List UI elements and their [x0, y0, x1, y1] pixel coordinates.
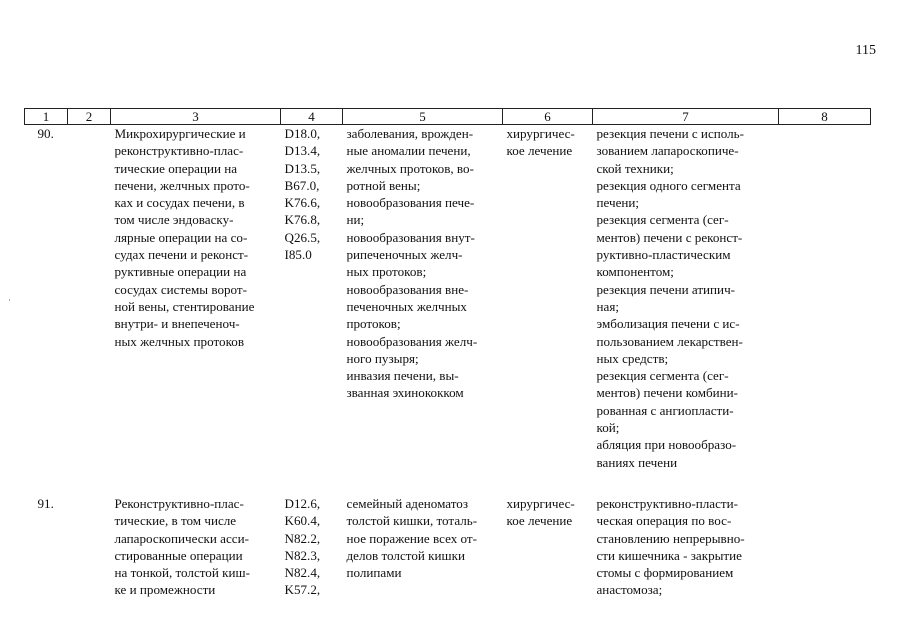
table-row [25, 125, 871, 471]
header-col-3: 3 [111, 109, 281, 125]
row-col-2 [68, 489, 111, 599]
page-number: 115 [855, 43, 876, 58]
header-col-6: 6 [503, 109, 593, 125]
row-spacer [25, 471, 871, 489]
header-col-2: 2 [68, 109, 111, 125]
treatment-method: резекция печени с исполь- зованием лапароскопиче- ской техники; резекция одного сегмента печени; резекция сегмента (сег- ментов) печени с реконст- руктивно-пластическим компонентом; резекция печени атипич- ная; эмболизация печени с ис- пользованием лекарствен- ных средств; резекция сегмента (сег- ментов) печени комбини- рованная с ангиопласти- кой; абляция при новообразо- ваниях печени [596, 126, 745, 470]
header-col-1: 1 [25, 109, 68, 125]
icd-codes: D18.0, D13.4, D13.5, B67.0, K76.6, K76.8, Q26.5, I85.0 [284, 126, 321, 263]
table-row [25, 489, 871, 599]
header-col-8: 8 [779, 109, 871, 125]
treatment-type: хирургичес- кое лечение [506, 126, 575, 159]
row-number: 90. [37, 126, 54, 141]
row-col-8 [779, 489, 871, 599]
treatment-method: реконструктивно-пласти- ческая операция по вос- становлению непрерывно- сти кишечника - закрытие стомы с формированием анастомоза; [596, 495, 745, 598]
diagnosis: семейный аденоматоз толстой кишки, тоталь- ное поражение всех от- делов толстой кишки полипами [346, 495, 478, 581]
row-number: 91. [37, 495, 54, 511]
intervention-name: Микрохирургические и реконструктивно-плас- тические операции на печени, желчных прото- ках и сосудах печени, в том числе эндоваску- лярные операции на со- судах печени и реконст- руктивные операции на сосудах системы ворот- ной вены, стентирование внутри- и внепеченоч- ных желчных протоков [114, 126, 255, 349]
treatment-type: хирургичес- кое лечение [506, 495, 575, 529]
table-header-row [25, 109, 871, 125]
medical-care-table [24, 108, 871, 599]
scan-artifact: · [8, 295, 11, 305]
header-col-5: 5 [343, 109, 503, 125]
diagnosis: заболевания, врожден- ные аномалии печени, желчных протоков, во- ротной вены; новообразования пече- ни; новообразования внут- рипеченочных желч- ных протоков; новообразования вне- печеночных желчных протоков; новообразования желч- ного пузыря; инвазия печени, вы- званная эхинококком [346, 126, 478, 401]
header-col-4: 4 [281, 109, 343, 125]
header-col-7: 7 [593, 109, 779, 125]
intervention-name: Реконструктивно-плас- тические, в том числе лапароскопически асси- стированные операции на тонкой, толстой киш- ке и промежности [114, 495, 250, 598]
icd-codes: D12.6, K60.4, N82.2, N82.3, N82.4, K57.2, [284, 495, 321, 598]
row-col-2 [68, 125, 111, 471]
row-col-8 [779, 125, 871, 471]
